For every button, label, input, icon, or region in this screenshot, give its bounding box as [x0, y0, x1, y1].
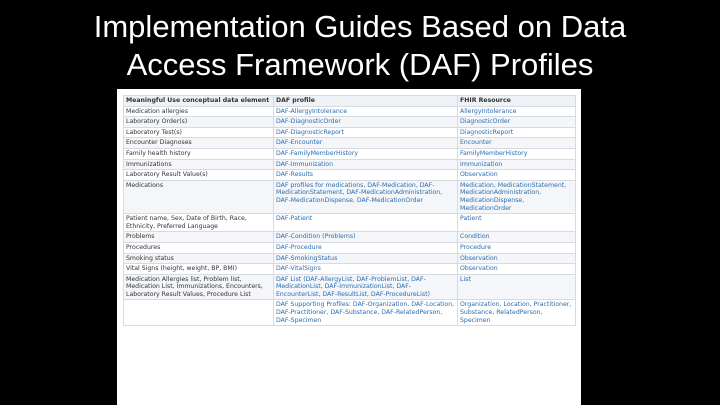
- daf-profile-cell[interactable]: DAF-Patient: [274, 214, 458, 232]
- fhir-resource-cell[interactable]: Immunization: [458, 159, 576, 170]
- table-image-panel: [117, 89, 581, 405]
- table-row: [124, 117, 576, 128]
- fhir-resource-cell[interactable]: Procedure: [458, 242, 576, 253]
- fhir-resource-cell[interactable]: FamilyMemberHistory: [458, 148, 576, 159]
- slide-title-line-2: Access Framework (DAF) Profiles: [126, 47, 594, 82]
- table-row: [124, 127, 576, 138]
- fhir-resource-cell[interactable]: Observation: [458, 253, 576, 264]
- daf-profile-table: [123, 95, 576, 326]
- conceptual-element-cell: [124, 300, 274, 326]
- fhir-resource-cell[interactable]: AllergyIntolerance: [458, 106, 576, 117]
- table-row: [124, 148, 576, 159]
- conceptual-element-cell: Medications: [124, 180, 274, 213]
- table-row: [124, 264, 576, 275]
- daf-profile-cell[interactable]: DAF-SmokingStatus: [274, 253, 458, 264]
- table-row: [124, 300, 576, 326]
- table-row: [124, 106, 576, 117]
- daf-profile-cell[interactable]: DAF-Procedure: [274, 242, 458, 253]
- conceptual-element-cell: Patient name, Sex, Date of Birth, Race, Ethnicity, Preferred Language: [124, 214, 274, 232]
- fhir-resource-cell[interactable]: Medication, MedicationStatement, MedicationAdministration, MedicationDispense, MedicationOrder: [458, 180, 576, 213]
- table-row: [124, 159, 576, 170]
- table-row: [124, 138, 576, 149]
- daf-profile-cell[interactable]: DAF-Immunization: [274, 159, 458, 170]
- fhir-resource-cell[interactable]: Observation: [458, 264, 576, 275]
- conceptual-element-cell: Smoking status: [124, 253, 274, 264]
- conceptual-element-cell: Family health history: [124, 148, 274, 159]
- daf-profile-cell[interactable]: DAF-DiagnosticOrder: [274, 117, 458, 128]
- daf-profile-cell[interactable]: DAF-DiagnosticReport: [274, 127, 458, 138]
- fhir-resource-cell[interactable]: Patient: [458, 214, 576, 232]
- fhir-resource-cell[interactable]: Observation: [458, 170, 576, 181]
- conceptual-element-cell: Laboratory Order(s): [124, 117, 274, 128]
- table-body: [124, 106, 576, 326]
- daf-profile-cell[interactable]: DAF-AllergyIntolerance: [274, 106, 458, 117]
- table-row: [124, 274, 576, 300]
- fhir-resource-cell[interactable]: Encounter: [458, 138, 576, 149]
- conceptual-element-cell: Immunizations: [124, 159, 274, 170]
- conceptual-element-cell: Laboratory Test(s): [124, 127, 274, 138]
- daf-profile-cell[interactable]: DAF-FamilyMemberHistory: [274, 148, 458, 159]
- fhir-resource-cell[interactable]: DiagnosticOrder: [458, 117, 576, 128]
- conceptual-element-cell: Laboratory Result Value(s): [124, 170, 274, 181]
- conceptual-element-cell: Encounter Diagnoses: [124, 138, 274, 149]
- daf-profile-cell[interactable]: DAF-Encounter: [274, 138, 458, 149]
- fhir-resource-cell[interactable]: Condition: [458, 232, 576, 243]
- header-fhir-resource: FHIR Resource: [458, 96, 576, 107]
- daf-profile-cell[interactable]: DAF List (DAF-AllergyList, DAF-ProblemList, DAF-MedicationList, DAF-ImmunizationList, DAF-EncounterList, DAF-ResultList, DAF-ProcedureList): [274, 274, 458, 300]
- table-row: [124, 214, 576, 232]
- conceptual-element-cell: Medication allergies: [124, 106, 274, 117]
- table-header-row: [124, 96, 576, 107]
- daf-profile-cell[interactable]: DAF-Results: [274, 170, 458, 181]
- table-row: [124, 180, 576, 213]
- table-row: [124, 170, 576, 181]
- table-row: [124, 232, 576, 243]
- header-conceptual-element: Meaningful Use conceptual data element: [124, 96, 274, 107]
- fhir-resource-cell[interactable]: List: [458, 274, 576, 300]
- conceptual-element-cell: Vital Signs (height, weight, BP, BMI): [124, 264, 274, 275]
- fhir-resource-cell[interactable]: DiagnosticReport: [458, 127, 576, 138]
- table-row: [124, 242, 576, 253]
- daf-profile-cell[interactable]: DAF Supporting Profiles: DAF-Organization, DAF-Location, DAF-Practitioner, DAF-Substance, DAF-RelatedPerson, DAF-Specimen: [274, 300, 458, 326]
- daf-profile-cell[interactable]: DAF-Condition (Problems): [274, 232, 458, 243]
- header-daf-profile: DAF profile: [274, 96, 458, 107]
- conceptual-element-cell: Medication Allergies list, Problem list, Medication List, Immunizations, Encounters, Laboratory Result Values, Procedure List: [124, 274, 274, 300]
- slide-title: [0, 8, 720, 84]
- daf-profile-cell[interactable]: DAF-VitalSigns: [274, 264, 458, 275]
- slide-title-line-1: Implementation Guides Based on Data: [93, 9, 627, 44]
- daf-profile-cell[interactable]: DAF profiles for medications, DAF-Medication, DAF-MedicationStatement, DAF-MedicationAdministration, DAF-MedicationDispense, DAF-MedicationOrder: [274, 180, 458, 213]
- conceptual-element-cell: Procedures: [124, 242, 274, 253]
- table-row: [124, 253, 576, 264]
- fhir-resource-cell[interactable]: Organization, Location, Practitioner, Substance, RelatedPerson, Specimen: [458, 300, 576, 326]
- conceptual-element-cell: Problems: [124, 232, 274, 243]
